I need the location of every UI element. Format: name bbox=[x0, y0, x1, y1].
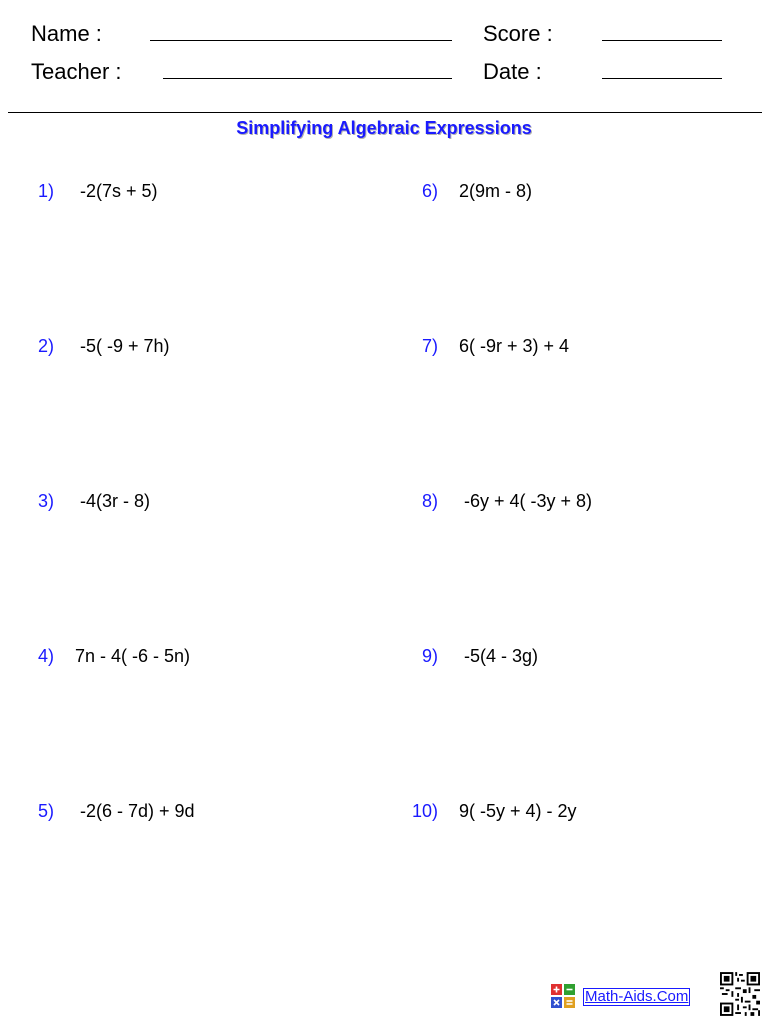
math-aids-link[interactable]: Math-Aids.Com bbox=[585, 988, 689, 1005]
score-label: Score : bbox=[483, 21, 553, 46]
worksheet-title: Simplifying Algebraic Expressions bbox=[236, 118, 532, 138]
header-divider bbox=[8, 112, 762, 113]
problem-number: 10) bbox=[412, 801, 439, 821]
problem-number: 4) bbox=[38, 646, 55, 666]
math-operators-icon bbox=[551, 984, 575, 1008]
teacher-label: Teacher : bbox=[31, 59, 122, 84]
problem-number: 1) bbox=[38, 181, 55, 201]
problem-expression: -5( -9 + 7h) bbox=[80, 336, 170, 356]
problem-number: 8) bbox=[422, 491, 439, 511]
problem-expression: -4(3r - 8) bbox=[80, 491, 151, 511]
problem-expression: -5(4 - 3g) bbox=[464, 646, 539, 666]
problem-expression: -6y + 4( -3y + 8) bbox=[464, 491, 593, 511]
problem-expression: 6( -9r + 3) + 4 bbox=[459, 336, 570, 356]
problem-expression: 2(9m - 8) bbox=[459, 181, 533, 201]
problem-expression: -2(6 - 7d) + 9d bbox=[80, 801, 195, 821]
name-label: Name : bbox=[31, 21, 102, 46]
problem-number: 3) bbox=[38, 491, 55, 511]
problem-expression: 7n - 4( -6 - 5n) bbox=[75, 646, 191, 666]
problem-number: 7) bbox=[422, 336, 439, 356]
name-field-line[interactable] bbox=[150, 40, 452, 41]
problem-number: 5) bbox=[38, 801, 55, 821]
score-field-line[interactable] bbox=[602, 40, 722, 41]
problem-expression: -2(7s + 5) bbox=[80, 181, 158, 201]
date-field-line[interactable] bbox=[602, 78, 722, 79]
problem-number: 6) bbox=[422, 181, 439, 201]
qr-code-icon bbox=[720, 972, 760, 1016]
problem-number: 2) bbox=[38, 336, 55, 356]
teacher-field-line[interactable] bbox=[163, 78, 452, 79]
problem-expression: 9( -5y + 4) - 2y bbox=[459, 801, 577, 821]
date-label: Date : bbox=[483, 59, 542, 84]
problem-number: 9) bbox=[422, 646, 439, 666]
